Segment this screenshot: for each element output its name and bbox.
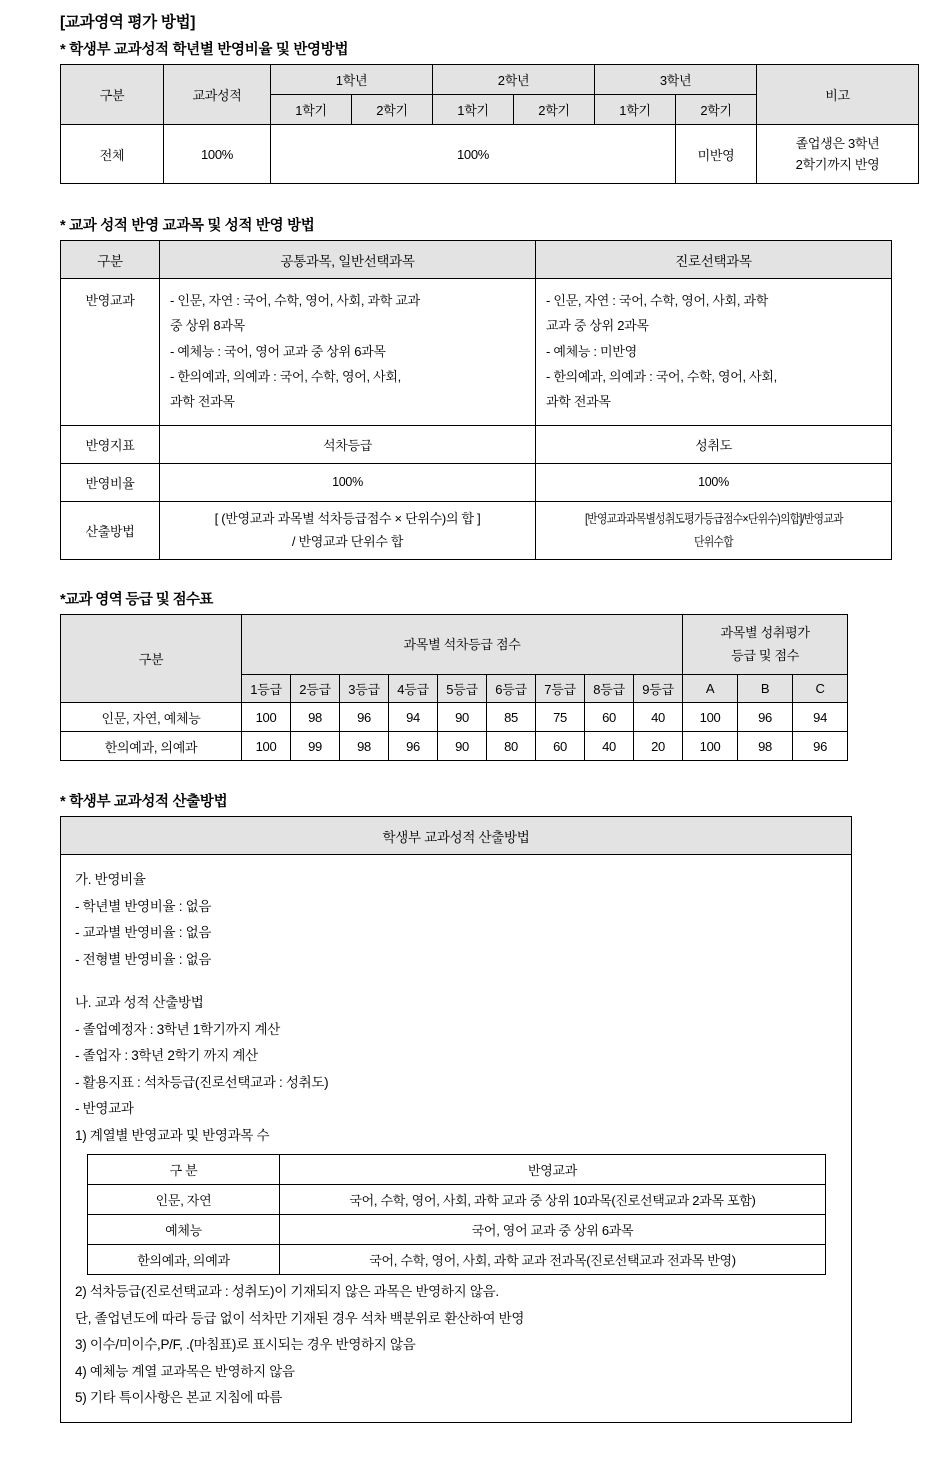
section-2-heading: * 교과 성적 반영 교과목 및 성적 반영 방법 — [60, 218, 315, 234]
text-line: - 교과별 반영비율 : 없음 — [75, 925, 212, 941]
rowlabel-humanities: 인문, 자연 — [88, 1185, 280, 1215]
rowlabel-formula: 산출방법 — [61, 501, 160, 560]
text-line: 4) 예체능 계열 교과목은 반영하지 않음 — [75, 1363, 295, 1379]
cell-common-indicator: 석차등급 — [160, 425, 536, 463]
formula-line: / 반영교과 단위수 합 — [291, 533, 404, 549]
section-3-heading: *교과 영역 등급 및 점수표 — [60, 592, 213, 609]
cell-common-formula — [160, 501, 536, 560]
th-rank-1: 1등급 — [242, 675, 291, 703]
cell-career-subject-list — [536, 279, 892, 426]
th-achieve-b: B — [738, 675, 793, 703]
formula-line: [반영교과과목별성취도평가등급점수×단위수)의합]/반영교과 — [584, 511, 843, 526]
cell-subjects: 국어, 영어 교과 중 상위 6과목 — [280, 1215, 826, 1245]
calculation-method-box — [60, 816, 852, 1423]
th-rank-4: 4등급 — [389, 675, 438, 703]
text-line: 5) 기타 특이사항은 본교 지침에 따름 — [75, 1390, 283, 1406]
th-common-subjects: 공통과목, 일반선택과목 — [160, 241, 536, 279]
th-rank-8: 8등급 — [585, 675, 634, 703]
cell-score: 96 — [340, 703, 389, 732]
list-item: 중 상위 8과목 — [170, 318, 245, 334]
cell-record-value: 100% — [164, 125, 271, 184]
text-line: - 졸업자 : 3학년 2학기 까지 계산 — [75, 1048, 258, 1064]
cell-score: 85 — [487, 703, 536, 732]
th-rank-2: 2등급 — [291, 675, 340, 703]
text-line: 나. 교과 성적 산출방법 — [75, 995, 204, 1011]
th-career-subjects: 진로선택과목 — [536, 241, 892, 279]
cell-subjects: 국어, 수학, 영어, 사회, 과학 교과 중 상위 10과목(진로선택교과 2과목 포함) — [280, 1185, 826, 1215]
cell-gubun-value: 전체 — [61, 125, 164, 184]
cell-score: 100 — [242, 732, 291, 761]
formula-line: 단위수합 — [694, 534, 733, 549]
rowlabel-humanities: 인문, 자연, 예체능 — [61, 703, 242, 732]
cell-score: 98 — [738, 732, 793, 761]
th-gubun: 구분 — [61, 615, 242, 703]
department-subject-table — [87, 1154, 826, 1275]
th-gubun: 구분 — [61, 65, 164, 125]
cell-score: 98 — [291, 703, 340, 732]
cell-career-formula — [536, 501, 892, 560]
table-row — [88, 1215, 826, 1245]
note-line-1: 졸업생은 3학년 — [795, 135, 880, 151]
cell-score: 40 — [585, 732, 634, 761]
cell-semesters-merged: 100% — [271, 125, 676, 184]
cell-score: 96 — [793, 732, 848, 761]
list-item: - 인문, 자연 : 국어, 수학, 영어, 사회, 과학 — [546, 293, 769, 308]
th-rank-6: 6등급 — [487, 675, 536, 703]
rowlabel-indicator: 반영지표 — [61, 425, 160, 463]
list-item: 교과 중 상위 2과목 — [546, 318, 649, 334]
text-line: 3) 이수/미이수,P/F, .(마침표)로 표시되는 경우 반영하지 않음 — [75, 1337, 416, 1353]
rowlabel-reflected-subjects: 반영교과 — [61, 279, 160, 426]
cell-score: 60 — [585, 703, 634, 732]
section-1-heading: * 학생부 교과성적 학년별 반영비율 및 반영방법 — [60, 42, 349, 58]
cell-score: 20 — [634, 732, 683, 761]
th-sem-2-2: 2학기 — [514, 95, 595, 125]
list-item: 과학 전과목 — [170, 394, 235, 410]
th-rank-7: 7등급 — [536, 675, 585, 703]
text-line: - 졸업예정자 : 3학년 1학기까지 계산 — [75, 1021, 280, 1037]
th-reflected-subjects: 반영교과 — [280, 1155, 826, 1185]
list-item: - 한의예과, 의예과 : 국어, 수학, 영어, 사회, — [546, 369, 777, 385]
rowlabel-arts-sports: 예체능 — [88, 1215, 280, 1245]
rowlabel-medical: 한의예과, 의예과 — [88, 1245, 280, 1275]
table-row — [61, 65, 919, 95]
th-rank-score-group: 과목별 석차등급 점수 — [242, 615, 683, 675]
th-record: 교과성적 — [164, 65, 271, 125]
th-sem-1-2: 2학기 — [352, 95, 433, 125]
rowlabel-medical: 한의예과, 의예과 — [61, 732, 242, 761]
table-row — [61, 241, 892, 279]
table-row — [61, 463, 892, 501]
th-grade2: 2학년 — [433, 65, 595, 95]
box-title: 학생부 교과성적 산출방법 — [61, 817, 851, 855]
spacer — [73, 973, 839, 990]
th-grade3: 3학년 — [595, 65, 757, 95]
cell-career-indicator: 성취도 — [536, 425, 892, 463]
text-line: - 학년별 반영비율 : 없음 — [75, 898, 212, 914]
text-line: - 전형별 반영비율 : 없음 — [75, 951, 212, 967]
table-row — [61, 125, 919, 184]
cell-score: 60 — [536, 732, 585, 761]
cell-score: 40 — [634, 703, 683, 732]
cell-score: 98 — [340, 732, 389, 761]
th-rank-5: 5등급 — [438, 675, 487, 703]
table-row — [88, 1185, 826, 1215]
th-achievement-group — [683, 615, 848, 675]
page-title: [교과영역 평가 방법] — [60, 14, 196, 31]
cell-common-subject-list — [160, 279, 536, 426]
text-line: 가. 반영비율 — [75, 872, 146, 888]
th-sem-3-2: 2학기 — [676, 95, 757, 125]
formula-line: [ (반영교과 과목별 석차등급점수 × 단위수)의 합 ] — [214, 510, 481, 526]
cell-career-ratio: 100% — [536, 463, 892, 501]
table-row — [61, 425, 892, 463]
cell-score: 94 — [793, 703, 848, 732]
th-gubun: 구분 — [61, 241, 160, 279]
cell-score: 90 — [438, 732, 487, 761]
table-row — [61, 615, 848, 675]
th-gubun: 구 분 — [88, 1155, 280, 1185]
table-row — [61, 501, 892, 560]
cell-score: 80 — [487, 732, 536, 761]
text-line: 1) 계열별 반영교과 및 반영과목 수 — [75, 1127, 270, 1143]
text-line: 단, 졸업년도에 따라 등급 없이 석차만 기재된 경우 석차 백분위로 환산하여 반영 — [75, 1310, 525, 1326]
text-line: - 반영교과 — [75, 1101, 134, 1117]
cell-score: 96 — [389, 732, 438, 761]
cell-score: 96 — [738, 703, 793, 732]
th-sem-1-1: 1학기 — [271, 95, 352, 125]
cell-score: 75 — [536, 703, 585, 732]
cell-common-ratio: 100% — [160, 463, 536, 501]
table-row — [61, 732, 848, 761]
th-rank-9: 9등급 — [634, 675, 683, 703]
list-item: - 인문, 자연 : 국어, 수학, 영어, 사회, 과학 교과 — [170, 293, 420, 308]
rowlabel-ratio: 반영비율 — [61, 463, 160, 501]
list-item: - 한의예과, 의예과 : 국어, 수학, 영어, 사회, — [170, 369, 401, 385]
cell-note-value — [757, 125, 919, 184]
cell-score: 100 — [242, 703, 291, 732]
table-row — [61, 703, 848, 732]
section-4-heading: * 학생부 교과성적 산출방법 — [60, 794, 228, 811]
box-body — [61, 855, 851, 1422]
table-row — [61, 279, 892, 426]
cell-score: 100 — [683, 732, 738, 761]
cell-score: 100 — [683, 703, 738, 732]
table-row — [88, 1155, 826, 1185]
cell-sem-3-2-value: 미반영 — [676, 125, 757, 184]
th-rank-3: 3등급 — [340, 675, 389, 703]
cell-score: 99 — [291, 732, 340, 761]
group-line-2: 등급 및 점수 — [731, 647, 800, 663]
table-row — [88, 1245, 826, 1275]
th-grade1: 1학년 — [271, 65, 433, 95]
group-line-1: 과목별 성취평가 — [720, 625, 810, 641]
th-sem-2-1: 1학기 — [433, 95, 514, 125]
note-line-2: 2학기까지 반영 — [795, 157, 880, 172]
grade-ratio-table — [60, 64, 919, 184]
th-note: 비고 — [757, 65, 919, 125]
cell-score: 94 — [389, 703, 438, 732]
cell-subjects: 국어, 수학, 영어, 사회, 과학 교과 전과목(진로선택교과 전과목 반영) — [280, 1245, 826, 1275]
subject-reflection-table — [60, 240, 892, 560]
list-item: - 예체능 : 미반영 — [546, 343, 637, 359]
th-sem-3-1: 1학기 — [595, 95, 676, 125]
grade-score-table — [60, 614, 848, 761]
cell-score: 90 — [438, 703, 487, 732]
th-achieve-c: C — [793, 675, 848, 703]
th-achieve-a: A — [683, 675, 738, 703]
list-item: - 예체능 : 국어, 영어 교과 중 상위 6과목 — [170, 343, 386, 359]
text-line: - 활용지표 : 석차등급(진로선택교과 : 성취도) — [75, 1074, 329, 1090]
text-line: 2) 석차등급(진로선택교과 : 성취도)이 기재되지 않은 과목은 반영하지 않음. — [75, 1284, 499, 1300]
list-item: 과학 전과목 — [546, 394, 611, 410]
